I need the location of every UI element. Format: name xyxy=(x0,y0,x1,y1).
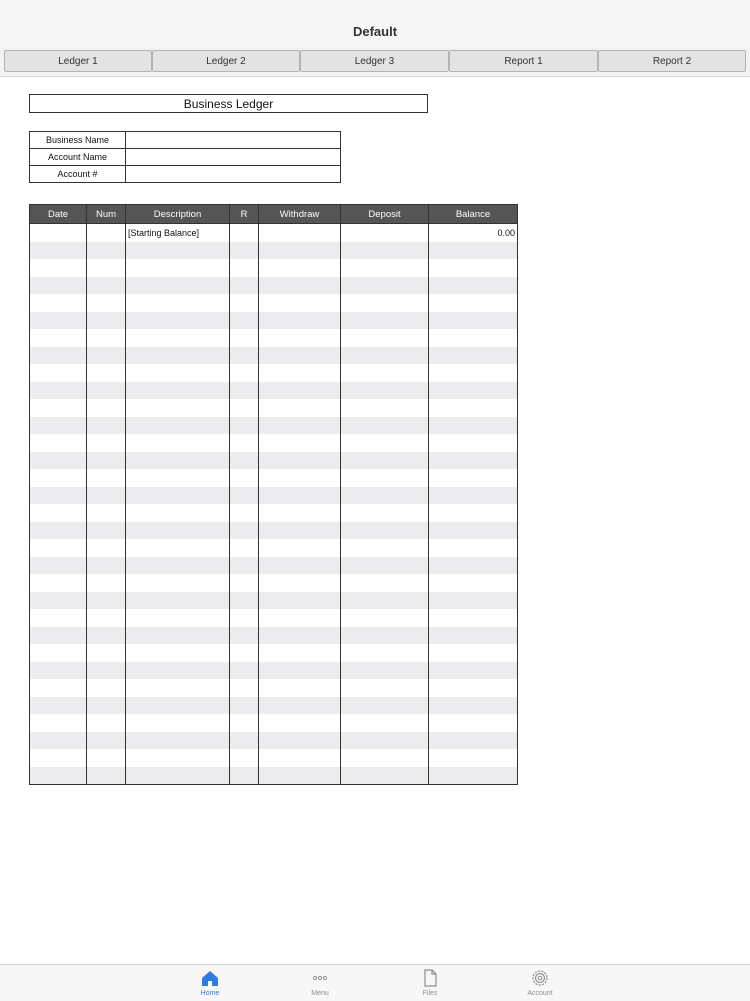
cell-withdraw[interactable] xyxy=(259,627,341,645)
cell-withdraw[interactable] xyxy=(259,592,341,610)
table-row xyxy=(30,382,518,400)
table-row xyxy=(30,294,518,312)
segment-tabs xyxy=(0,48,750,77)
file-icon xyxy=(420,968,440,988)
cell-deposit[interactable] xyxy=(341,364,429,382)
table-row xyxy=(30,399,518,417)
ledger-header-row xyxy=(30,205,518,224)
table-row xyxy=(30,452,518,470)
cell-description[interactable] xyxy=(126,609,230,627)
more-icon xyxy=(310,968,330,988)
cell-reconciled[interactable] xyxy=(230,329,259,347)
cell-withdraw[interactable] xyxy=(259,382,341,400)
cell-reconciled[interactable] xyxy=(230,312,259,330)
cell-description[interactable] xyxy=(126,679,230,697)
cell-date[interactable] xyxy=(30,399,87,417)
cell-withdraw[interactable] xyxy=(259,574,341,592)
cell-num[interactable] xyxy=(87,697,126,715)
account-number-field[interactable] xyxy=(126,166,341,183)
cell-deposit[interactable] xyxy=(341,697,429,715)
table-row xyxy=(30,522,518,540)
col-date: Date xyxy=(30,205,87,224)
cell-date[interactable] xyxy=(30,452,87,470)
cell-deposit[interactable] xyxy=(341,417,429,435)
cell-deposit[interactable] xyxy=(341,242,429,260)
cell-date[interactable] xyxy=(30,767,87,785)
cell-balance[interactable] xyxy=(429,592,518,610)
cell-reconciled[interactable] xyxy=(230,697,259,715)
cell-reconciled[interactable] xyxy=(230,259,259,277)
cell-date[interactable] xyxy=(30,487,87,505)
col-deposit: Deposit xyxy=(341,205,429,224)
cell-num[interactable] xyxy=(87,399,126,417)
table-row xyxy=(30,347,518,365)
cell-description[interactable] xyxy=(126,574,230,592)
cell-reconciled[interactable] xyxy=(230,749,259,767)
col-description: Description xyxy=(126,205,230,224)
cell-reconciled[interactable] xyxy=(230,627,259,645)
cell-reconciled[interactable] xyxy=(230,347,259,365)
cell-num[interactable] xyxy=(87,662,126,680)
cell-deposit[interactable] xyxy=(341,224,429,242)
cell-withdraw[interactable] xyxy=(259,679,341,697)
cell-description[interactable]: [Starting Balance] xyxy=(126,224,230,242)
table-row xyxy=(30,662,518,680)
cell-balance[interactable] xyxy=(429,732,518,750)
cell-withdraw[interactable] xyxy=(259,329,341,347)
account-name-label: Account Name xyxy=(30,149,126,166)
cell-date[interactable] xyxy=(30,732,87,750)
table-row xyxy=(30,504,518,522)
ledger-table xyxy=(29,204,518,785)
cell-deposit[interactable] xyxy=(341,434,429,452)
cell-deposit[interactable] xyxy=(341,662,429,680)
cell-description[interactable] xyxy=(126,749,230,767)
cell-balance[interactable] xyxy=(429,714,518,732)
cell-deposit[interactable] xyxy=(341,469,429,487)
tab-ledger-2[interactable]: Ledger 2 xyxy=(152,50,300,72)
cell-date[interactable] xyxy=(30,539,87,557)
cell-num[interactable] xyxy=(87,312,126,330)
cell-date[interactable] xyxy=(30,714,87,732)
cell-description[interactable] xyxy=(126,592,230,610)
account-info-table xyxy=(29,131,341,183)
business-name-field[interactable] xyxy=(126,132,341,149)
cell-description[interactable] xyxy=(126,662,230,680)
cell-date[interactable] xyxy=(30,242,87,260)
home-icon xyxy=(200,968,220,988)
col-num: Num xyxy=(87,205,126,224)
table-row xyxy=(30,644,518,662)
cell-reconciled[interactable] xyxy=(230,294,259,312)
col-withdraw: Withdraw xyxy=(259,205,341,224)
cell-num[interactable] xyxy=(87,364,126,382)
table-row xyxy=(30,312,518,330)
cell-num[interactable] xyxy=(87,714,126,732)
cell-description[interactable] xyxy=(126,644,230,662)
cell-num[interactable] xyxy=(87,487,126,505)
cell-description[interactable] xyxy=(126,714,230,732)
cell-deposit[interactable] xyxy=(341,329,429,347)
cell-description[interactable] xyxy=(126,277,230,295)
cell-deposit[interactable] xyxy=(341,277,429,295)
cell-description[interactable] xyxy=(126,557,230,575)
cell-balance[interactable] xyxy=(429,452,518,470)
tabbar-home-label: Home xyxy=(200,990,220,997)
cell-balance[interactable] xyxy=(429,679,518,697)
cell-date[interactable] xyxy=(30,364,87,382)
page-title: Default xyxy=(352,23,398,39)
table-row xyxy=(30,749,518,767)
cell-balance[interactable] xyxy=(429,469,518,487)
cell-date[interactable] xyxy=(30,259,87,277)
cell-num[interactable] xyxy=(87,522,126,540)
cell-reconciled[interactable] xyxy=(230,417,259,435)
cell-balance[interactable] xyxy=(429,522,518,540)
cell-date[interactable] xyxy=(30,522,87,540)
cell-reconciled[interactable] xyxy=(230,679,259,697)
cell-balance[interactable] xyxy=(429,259,518,277)
cell-date[interactable] xyxy=(30,679,87,697)
table-row xyxy=(30,329,518,347)
cell-reconciled[interactable] xyxy=(230,767,259,785)
cell-balance[interactable] xyxy=(429,382,518,400)
cell-date[interactable] xyxy=(30,504,87,522)
cell-date[interactable] xyxy=(30,749,87,767)
cell-balance[interactable] xyxy=(429,504,518,522)
cell-deposit[interactable] xyxy=(341,749,429,767)
cell-reconciled[interactable] xyxy=(230,277,259,295)
cell-reconciled[interactable] xyxy=(230,382,259,400)
cell-description[interactable] xyxy=(126,259,230,277)
cell-num[interactable] xyxy=(87,382,126,400)
cell-num[interactable] xyxy=(87,767,126,785)
nav-bar xyxy=(0,0,750,48)
cell-deposit[interactable] xyxy=(341,522,429,540)
cell-num[interactable] xyxy=(87,294,126,312)
cell-withdraw[interactable] xyxy=(259,767,341,785)
cell-balance[interactable] xyxy=(429,644,518,662)
cell-balance[interactable] xyxy=(429,697,518,715)
cell-num[interactable] xyxy=(87,749,126,767)
cell-date[interactable] xyxy=(30,697,87,715)
cell-num[interactable] xyxy=(87,504,126,522)
cell-date[interactable] xyxy=(30,469,87,487)
cell-withdraw[interactable] xyxy=(259,294,341,312)
cell-num[interactable] xyxy=(87,609,126,627)
cell-reconciled[interactable] xyxy=(230,522,259,540)
cell-date[interactable] xyxy=(30,294,87,312)
cell-reconciled[interactable] xyxy=(230,644,259,662)
cell-description[interactable] xyxy=(126,539,230,557)
cell-withdraw[interactable] xyxy=(259,347,341,365)
cell-description[interactable] xyxy=(126,627,230,645)
table-row xyxy=(30,679,518,697)
cell-withdraw[interactable] xyxy=(259,399,341,417)
table-row xyxy=(30,627,518,645)
cell-reconciled[interactable] xyxy=(230,452,259,470)
cell-withdraw[interactable] xyxy=(259,714,341,732)
cell-balance[interactable] xyxy=(429,294,518,312)
col-balance: Balance xyxy=(429,205,518,224)
cell-reconciled[interactable] xyxy=(230,224,259,242)
cell-deposit[interactable] xyxy=(341,714,429,732)
cell-balance[interactable] xyxy=(429,627,518,645)
cell-reconciled[interactable] xyxy=(230,557,259,575)
cell-withdraw[interactable] xyxy=(259,609,341,627)
cell-withdraw[interactable] xyxy=(259,434,341,452)
cell-reconciled[interactable] xyxy=(230,504,259,522)
cell-withdraw[interactable] xyxy=(259,312,341,330)
cell-deposit[interactable] xyxy=(341,399,429,417)
cell-balance[interactable]: 0.00 xyxy=(429,224,518,242)
cell-num[interactable] xyxy=(87,417,126,435)
table-row xyxy=(30,277,518,295)
cell-date[interactable] xyxy=(30,644,87,662)
cell-deposit[interactable] xyxy=(341,504,429,522)
cell-withdraw[interactable] xyxy=(259,644,341,662)
cell-deposit[interactable] xyxy=(341,312,429,330)
cell-description[interactable] xyxy=(126,399,230,417)
tabbar-account-label: Account xyxy=(527,990,553,997)
cell-description[interactable] xyxy=(126,732,230,750)
tab-report-2[interactable]: Report 2 xyxy=(598,50,746,72)
table-row xyxy=(30,242,518,260)
cell-balance[interactable] xyxy=(429,662,518,680)
bottom-tab-bar xyxy=(0,964,750,1001)
table-row xyxy=(30,557,518,575)
cell-balance[interactable] xyxy=(429,767,518,785)
cell-withdraw[interactable] xyxy=(259,504,341,522)
cell-num[interactable] xyxy=(87,539,126,557)
cell-num[interactable] xyxy=(87,434,126,452)
cell-date[interactable] xyxy=(30,627,87,645)
table-row xyxy=(30,259,518,277)
cell-num[interactable] xyxy=(87,732,126,750)
table-row xyxy=(30,434,518,452)
cell-description[interactable] xyxy=(126,417,230,435)
cell-num[interactable] xyxy=(87,574,126,592)
table-row xyxy=(30,469,518,487)
cell-withdraw[interactable] xyxy=(259,259,341,277)
cell-date[interactable] xyxy=(30,312,87,330)
cell-withdraw[interactable] xyxy=(259,224,341,242)
cell-description[interactable] xyxy=(126,347,230,365)
cell-balance[interactable] xyxy=(429,574,518,592)
cell-num[interactable] xyxy=(87,644,126,662)
cell-reconciled[interactable] xyxy=(230,487,259,505)
cell-withdraw[interactable] xyxy=(259,749,341,767)
cell-reconciled[interactable] xyxy=(230,242,259,260)
table-row xyxy=(30,487,518,505)
cell-deposit[interactable] xyxy=(341,539,429,557)
cell-num[interactable] xyxy=(87,452,126,470)
cell-date[interactable] xyxy=(30,277,87,295)
cell-deposit[interactable] xyxy=(341,347,429,365)
cell-num[interactable] xyxy=(87,557,126,575)
cell-date[interactable] xyxy=(30,609,87,627)
cell-num[interactable] xyxy=(87,592,126,610)
table-row xyxy=(30,714,518,732)
cell-deposit[interactable] xyxy=(341,487,429,505)
cell-withdraw[interactable] xyxy=(259,364,341,382)
cell-deposit[interactable] xyxy=(341,644,429,662)
business-name-label: Business Name xyxy=(30,132,126,149)
cell-date[interactable] xyxy=(30,574,87,592)
cell-reconciled[interactable] xyxy=(230,732,259,750)
tabbar-home[interactable] xyxy=(180,968,240,997)
cell-deposit[interactable] xyxy=(341,574,429,592)
cell-description[interactable] xyxy=(126,504,230,522)
cell-num[interactable] xyxy=(87,627,126,645)
cell-deposit[interactable] xyxy=(341,679,429,697)
cell-date[interactable] xyxy=(30,224,87,242)
cell-deposit[interactable] xyxy=(341,452,429,470)
cell-date[interactable] xyxy=(30,329,87,347)
col-reconciled: R xyxy=(230,205,259,224)
cell-balance[interactable] xyxy=(429,277,518,295)
cell-balance[interactable] xyxy=(429,609,518,627)
tabbar-account[interactable] xyxy=(510,968,570,997)
cell-num[interactable] xyxy=(87,469,126,487)
table-row xyxy=(30,767,518,785)
cell-balance[interactable] xyxy=(429,749,518,767)
cell-num[interactable] xyxy=(87,277,126,295)
account-number-label: Account # xyxy=(30,166,126,183)
tabbar-menu-label: Menu xyxy=(311,990,329,997)
cell-balance[interactable] xyxy=(429,557,518,575)
cell-deposit[interactable] xyxy=(341,294,429,312)
cell-description[interactable] xyxy=(126,294,230,312)
cell-withdraw[interactable] xyxy=(259,662,341,680)
cell-description[interactable] xyxy=(126,434,230,452)
cell-balance[interactable] xyxy=(429,399,518,417)
cell-date[interactable] xyxy=(30,592,87,610)
cell-withdraw[interactable] xyxy=(259,469,341,487)
cell-reconciled[interactable] xyxy=(230,662,259,680)
cell-balance[interactable] xyxy=(429,329,518,347)
cell-description[interactable] xyxy=(126,767,230,785)
cell-withdraw[interactable] xyxy=(259,242,341,260)
cell-description[interactable] xyxy=(126,522,230,540)
cell-balance[interactable] xyxy=(429,434,518,452)
table-row xyxy=(30,697,518,715)
cell-num[interactable] xyxy=(87,679,126,697)
cell-deposit[interactable] xyxy=(341,557,429,575)
cell-withdraw[interactable] xyxy=(259,417,341,435)
cell-balance[interactable] xyxy=(429,364,518,382)
cell-date[interactable] xyxy=(30,347,87,365)
table-row xyxy=(30,417,518,435)
tabbar-files-label: Files xyxy=(422,990,438,997)
cell-description[interactable] xyxy=(126,364,230,382)
cell-reconciled[interactable] xyxy=(230,574,259,592)
tabbar-menu[interactable] xyxy=(290,968,350,997)
cell-deposit[interactable] xyxy=(341,609,429,627)
cell-deposit[interactable] xyxy=(341,592,429,610)
cell-balance[interactable] xyxy=(429,312,518,330)
cell-balance[interactable] xyxy=(429,539,518,557)
cell-description[interactable] xyxy=(126,469,230,487)
cell-reconciled[interactable] xyxy=(230,592,259,610)
cell-description[interactable] xyxy=(126,697,230,715)
cell-withdraw[interactable] xyxy=(259,277,341,295)
cell-withdraw[interactable] xyxy=(259,487,341,505)
table-row xyxy=(30,732,518,750)
cell-withdraw[interactable] xyxy=(259,557,341,575)
cell-description[interactable] xyxy=(126,382,230,400)
cell-deposit[interactable] xyxy=(341,382,429,400)
tabbar-files[interactable] xyxy=(400,968,460,997)
cell-deposit[interactable] xyxy=(341,767,429,785)
cell-deposit[interactable] xyxy=(341,627,429,645)
cell-description[interactable] xyxy=(126,329,230,347)
cell-num[interactable] xyxy=(87,329,126,347)
cell-balance[interactable] xyxy=(429,347,518,365)
cell-date[interactable] xyxy=(30,382,87,400)
cell-num[interactable] xyxy=(87,259,126,277)
cell-reconciled[interactable] xyxy=(230,609,259,627)
table-row xyxy=(30,574,518,592)
cell-deposit[interactable] xyxy=(341,732,429,750)
cell-num[interactable] xyxy=(87,347,126,365)
table-row xyxy=(30,224,518,242)
cell-balance[interactable] xyxy=(429,242,518,260)
cell-balance[interactable] xyxy=(429,417,518,435)
cell-withdraw[interactable] xyxy=(259,452,341,470)
tab-ledger-3[interactable]: Ledger 3 xyxy=(300,50,449,72)
cell-reconciled[interactable] xyxy=(230,469,259,487)
cell-withdraw[interactable] xyxy=(259,539,341,557)
tab-report-1[interactable]: Report 1 xyxy=(449,50,598,72)
ledger-title-field[interactable]: Business Ledger xyxy=(29,94,428,113)
cell-date[interactable] xyxy=(30,417,87,435)
gear-icon xyxy=(530,968,550,988)
cell-withdraw[interactable] xyxy=(259,732,341,750)
table-row xyxy=(30,609,518,627)
cell-num[interactable] xyxy=(87,224,126,242)
table-row xyxy=(30,539,518,557)
cell-description[interactable] xyxy=(126,452,230,470)
cell-deposit[interactable] xyxy=(341,259,429,277)
cell-withdraw[interactable] xyxy=(259,697,341,715)
cell-date[interactable] xyxy=(30,434,87,452)
cell-description[interactable] xyxy=(126,242,230,260)
cell-reconciled[interactable] xyxy=(230,539,259,557)
cell-num[interactable] xyxy=(87,242,126,260)
cell-reconciled[interactable] xyxy=(230,364,259,382)
cell-balance[interactable] xyxy=(429,487,518,505)
cell-withdraw[interactable] xyxy=(259,522,341,540)
tab-ledger-1[interactable]: Ledger 1 xyxy=(4,50,152,72)
account-name-field[interactable] xyxy=(126,149,341,166)
cell-reconciled[interactable] xyxy=(230,399,259,417)
cell-date[interactable] xyxy=(30,662,87,680)
cell-description[interactable] xyxy=(126,312,230,330)
cell-date[interactable] xyxy=(30,557,87,575)
table-row xyxy=(30,592,518,610)
cell-description[interactable] xyxy=(126,487,230,505)
cell-reconciled[interactable] xyxy=(230,714,259,732)
table-row xyxy=(30,364,518,382)
cell-reconciled[interactable] xyxy=(230,434,259,452)
